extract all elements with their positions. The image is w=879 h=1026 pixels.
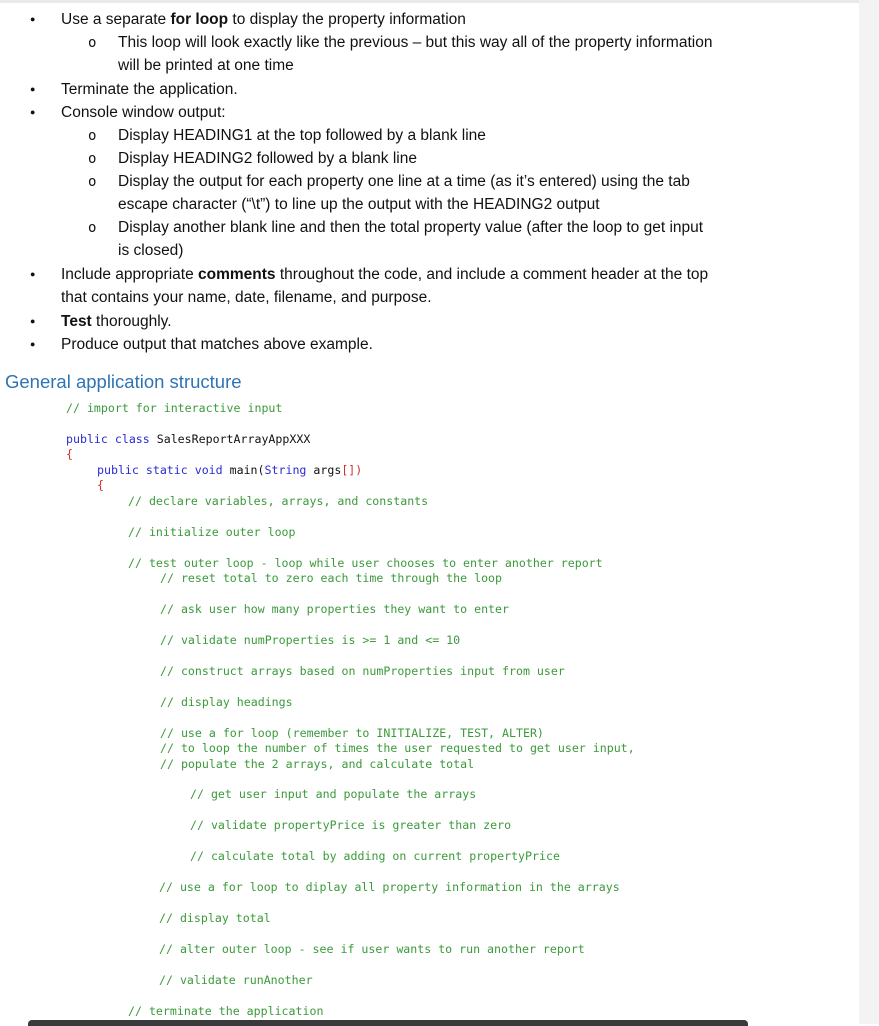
sub-bullet-icon — [88, 170, 96, 194]
code-identifier: args — [306, 463, 342, 477]
code-identifier: main( — [222, 463, 265, 477]
list-item-test — [61, 310, 172, 333]
bullet-icon — [30, 333, 40, 358]
list-item-terminate: Terminate the application. — [61, 81, 238, 98]
code-keyword: public class — [66, 432, 150, 446]
bold-text: comments — [198, 266, 276, 283]
sub-item-line: This loop will look exactly like the previous – but this way all of the property information — [118, 34, 713, 51]
code-comment: // reset total to zero each time through the loop — [160, 571, 503, 585]
code-comment: // display total — [159, 911, 271, 925]
sub-item-line: Display the output for each property one line at a time (as it’s entered) using the tab — [118, 173, 690, 190]
code-comment: // initialize outer loop — [128, 525, 296, 539]
code-comment: // import for interactive input — [66, 401, 283, 415]
sub-item-line: is closed) — [118, 242, 184, 259]
window-edge-bar — [28, 1020, 748, 1026]
bullet-icon — [30, 8, 40, 33]
sub-item-line: Display HEADING1 at the top followed by a blank line — [118, 127, 486, 144]
sub-item-line: Display another blank line and then the total property value (after the loop to get input — [118, 219, 704, 236]
list-item-produce: Produce output that matches above example. — [61, 336, 373, 353]
code-comment: // alter outer loop - see if user wants to run another report — [159, 942, 585, 956]
sub-item-line: Display HEADING2 followed by a blank line — [118, 150, 417, 167]
code-comment: // construct arrays based on numProperties input from user — [160, 664, 565, 678]
code-class-declaration — [66, 432, 310, 447]
code-comment: // get user input and populate the arrays — [190, 787, 477, 801]
code-comment: // test outer loop - loop while user chooses to enter another report — [128, 556, 603, 570]
code-brace: { — [66, 447, 73, 461]
code-punctuation: []) — [341, 463, 363, 477]
sub-item-line: will be printed at one time — [118, 57, 294, 74]
code-comment: // display headings — [160, 695, 293, 709]
code-main-declaration — [97, 463, 362, 478]
code-comment: // validate propertyPrice is greater than zero — [190, 818, 512, 832]
sub-bullet-icon — [88, 124, 96, 148]
code-comment: // terminate the application — [128, 1004, 324, 1018]
code-brace: { — [97, 478, 104, 492]
list-item-comments — [61, 263, 708, 286]
code-comment: // declare variables, arrays, and constants — [128, 494, 429, 508]
code-comment: // to loop the number of times the user requested to get user input, — [160, 741, 635, 755]
sub-item-line: escape character (“\t”) to line up the output with the HEADING2 output — [118, 196, 600, 213]
code-identifier: SalesReportArrayAppXXX — [149, 432, 311, 446]
text-run: thoroughly. — [91, 313, 172, 330]
bullet-icon — [30, 78, 40, 103]
sub-bullet-icon — [88, 31, 96, 55]
text-run: Use a separate — [61, 11, 171, 28]
text-run: to display the property information — [228, 11, 466, 28]
code-keyword: public static void — [97, 463, 223, 477]
page-margin-strip — [859, 0, 879, 1024]
sub-bullet-icon — [88, 147, 96, 171]
list-item-for-loop — [61, 8, 466, 31]
sub-bullet-icon — [88, 216, 96, 240]
list-item-continuation: that contains your name, date, filename, and purpose. — [61, 289, 432, 306]
text-run: Include appropriate — [61, 266, 199, 283]
section-heading: General application structure — [5, 371, 242, 392]
bold-text: Test — [61, 313, 92, 330]
code-comment: // validate numProperties is >= 1 and <= 10 — [160, 633, 461, 647]
code-keyword: String — [264, 463, 307, 477]
code-comment: // use a for loop (remember to INITIALIZE, TEST, ALTER) — [160, 726, 544, 740]
bold-text: for loop — [170, 11, 229, 28]
bullet-icon — [30, 310, 40, 335]
bullet-icon — [30, 101, 40, 126]
code-comment: // validate runAnother — [159, 973, 313, 987]
list-item-console: Console window output: — [61, 104, 226, 121]
code-comment: // ask user how many properties they want to enter — [160, 602, 510, 616]
text-run: throughout the code, and include a comment header at the top — [275, 266, 709, 283]
code-comment: // populate the 2 arrays, and calculate total — [160, 757, 475, 771]
bullet-icon — [30, 263, 40, 288]
code-comment: // use a for loop to diplay all property information in the arrays — [159, 880, 620, 894]
code-comment: // calculate total by adding on current propertyPrice — [190, 849, 560, 863]
